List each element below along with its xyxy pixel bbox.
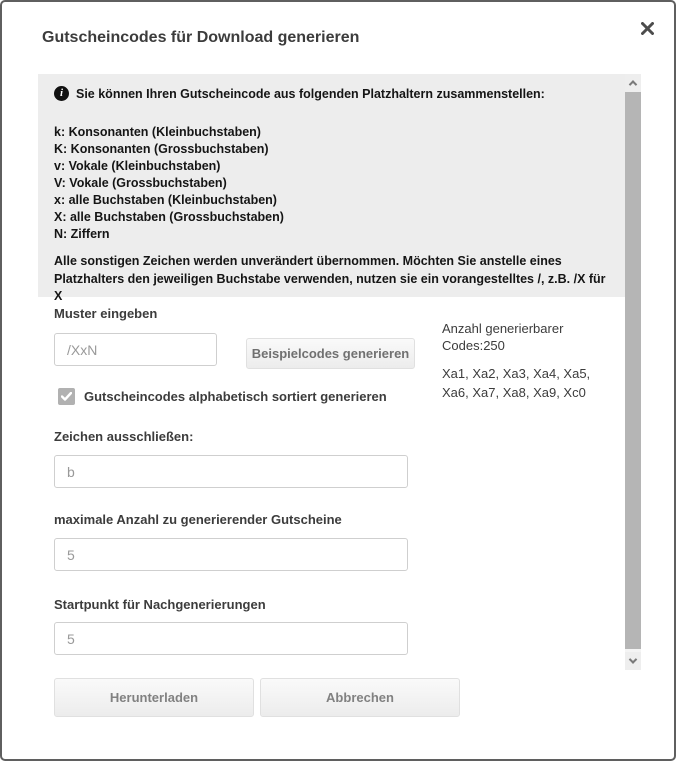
scroll-up-button[interactable]: [625, 74, 641, 92]
pattern-label: Muster eingeben: [54, 306, 158, 321]
exclude-input[interactable]: [54, 455, 408, 488]
start-point-input[interactable]: [54, 622, 408, 655]
generated-count-text: Anzahl generierbarer Codes:250: [442, 321, 564, 353]
generate-samples-button-label: Beispielcodes generieren: [251, 346, 410, 361]
download-button[interactable]: [54, 678, 254, 717]
scrollbar-thumb[interactable]: [625, 92, 641, 649]
check-icon: [61, 392, 72, 401]
exclude-label: Zeichen ausschließen:: [54, 429, 194, 444]
max-count-input[interactable]: [54, 538, 408, 571]
placeholder-item: V: Vokale (Grossbuchstaben): [54, 176, 227, 190]
info-intro-row: [54, 86, 611, 102]
dialog-scroll-area: [38, 74, 625, 670]
info-icon: i: [54, 86, 69, 101]
placeholder-item: v: Vokale (Kleinbuchstaben): [54, 159, 221, 173]
close-icon[interactable]: [637, 18, 657, 38]
sample-codes-text: Xa1, Xa2, Xa3, Xa4, Xa5, Xa6, Xa7, Xa8, Xa9, Xc0: [442, 366, 591, 400]
scrollbar[interactable]: [625, 74, 641, 670]
pattern-input[interactable]: [54, 333, 217, 366]
chevron-down-icon: [629, 655, 637, 663]
scroll-down-button[interactable]: [625, 652, 641, 670]
max-count-label: maximale Anzahl zu generierender Gutscheine: [54, 512, 342, 527]
placeholder-item: k: Konsonanten (Kleinbuchstaben): [54, 125, 261, 139]
placeholder-list: [54, 124, 284, 243]
placeholder-item: N: Ziffern: [54, 227, 110, 241]
dialog-title: Gutscheincodes für Download generieren: [42, 29, 360, 46]
start-point-label: Startpunkt für Nachgenerierungen: [54, 597, 266, 612]
placeholder-item: K: Konsonanten (Grossbuchstaben): [54, 142, 269, 156]
info-note: Alle sonstigen Zeichen werden unverändert übernommen. Möchten Sie anstelle eines Platzhalters den jeweiligen Buchstabe verwenden, nutzen sie ein vorangestelltes /, z.B. /X für X: [54, 254, 606, 303]
sort-checkbox-label: Gutscheincodes alphabetisch sortiert generieren: [84, 389, 387, 404]
sort-checkbox-row[interactable]: [58, 388, 387, 405]
generate-samples-button[interactable]: [246, 338, 415, 369]
download-button-label: Herunterladen: [109, 690, 199, 705]
placeholder-item: x: alle Buchstaben (Kleinbuchstaben): [54, 193, 277, 207]
placeholder-info-box: [38, 74, 625, 303]
cancel-button-label: Abbrechen: [326, 690, 394, 705]
sort-checkbox[interactable]: [58, 388, 75, 405]
info-intro-text: Sie können Ihren Gutscheincode aus folgenden Platzhaltern zusammenstellen:: [76, 87, 545, 101]
placeholder-item: X: alle Buchstaben (Grossbuchstaben): [54, 210, 284, 224]
chevron-up-icon: [629, 80, 637, 88]
cancel-button[interactable]: [260, 678, 460, 717]
